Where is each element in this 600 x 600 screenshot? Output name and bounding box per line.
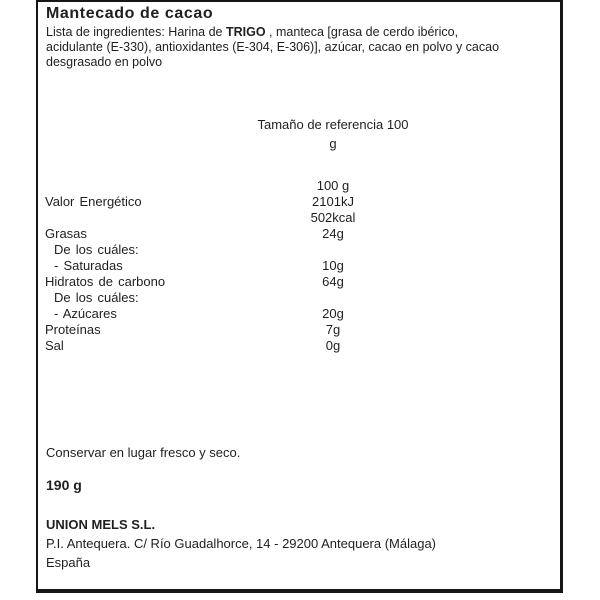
nutrient-sublabel: De los cuáles: bbox=[54, 290, 139, 305]
table-row bbox=[38, 322, 560, 338]
nutrient-label: Hidratos de carbono bbox=[45, 274, 166, 289]
nutrient-label: Grasas bbox=[45, 226, 87, 241]
product-label-frame bbox=[36, 0, 563, 593]
table-row bbox=[38, 258, 560, 274]
nutrient-value: 24g bbox=[322, 226, 344, 241]
nutrient-sublabel: De los cuáles: bbox=[54, 242, 139, 257]
nutrition-column-header-row bbox=[38, 178, 560, 194]
serving-reference-line-2: g bbox=[329, 136, 337, 151]
ingredient-allergen-highlight: TRIGO bbox=[225, 25, 266, 39]
manufacturer-name: UNION MELS S.L. bbox=[46, 517, 156, 532]
ingredients-text: Lista de ingredientes: Harina de bbox=[46, 25, 226, 39]
net-weight: 190 g bbox=[46, 477, 82, 493]
nutrient-label: Sal bbox=[45, 338, 64, 353]
manufacturer-block bbox=[46, 515, 436, 572]
nutrient-value: 7g bbox=[325, 322, 341, 337]
ingredients-line-2: acidulante (E-330), antioxidantes (E-304, E-306)], azúcar, cacao en polvo y cacao bbox=[46, 40, 500, 54]
manufacturer-address: P.I. Antequera. C/ Río Guadalhorce, 14 - 29200 Antequera (Málaga) bbox=[46, 536, 437, 551]
nutrition-column-header: 100 g bbox=[316, 178, 350, 193]
nutrient-sublabel: - Saturadas bbox=[54, 258, 123, 273]
nutrient-value: 2101kJ bbox=[312, 194, 354, 209]
ingredients-line-1 bbox=[46, 25, 499, 40]
table-row bbox=[38, 242, 560, 258]
table-row bbox=[38, 306, 560, 322]
nutrient-value: 20g bbox=[322, 306, 344, 321]
serving-reference-header bbox=[248, 115, 418, 153]
table-row bbox=[38, 226, 560, 242]
table-row bbox=[38, 274, 560, 290]
table-row bbox=[38, 338, 560, 354]
nutrient-sublabel: - Azúcares bbox=[54, 306, 117, 321]
nutrient-label: Proteínas bbox=[45, 322, 101, 337]
table-row bbox=[38, 210, 560, 226]
product-title: Mantecado de cacao bbox=[46, 5, 214, 22]
table-row bbox=[38, 290, 560, 306]
nutrient-value: 10g bbox=[322, 258, 344, 273]
ingredients-text: , manteca [grasa de cerdo ibérico, bbox=[265, 25, 459, 39]
nutrient-label: Valor Energético bbox=[45, 194, 142, 209]
table-row bbox=[38, 194, 560, 210]
storage-instructions: Conservar en lugar fresco y seco. bbox=[46, 445, 241, 460]
nutrient-value: 502kcal bbox=[310, 210, 356, 225]
ingredients-list bbox=[46, 25, 499, 70]
nutrient-value: 0g bbox=[325, 338, 341, 353]
nutrition-table bbox=[38, 178, 560, 354]
ingredients-line-3: desgrasado en polvo bbox=[46, 55, 163, 69]
serving-reference-line-1: Tamaño de referencia 100 bbox=[257, 117, 409, 132]
nutrient-value: 64g bbox=[322, 274, 344, 289]
manufacturer-country: España bbox=[46, 555, 91, 570]
